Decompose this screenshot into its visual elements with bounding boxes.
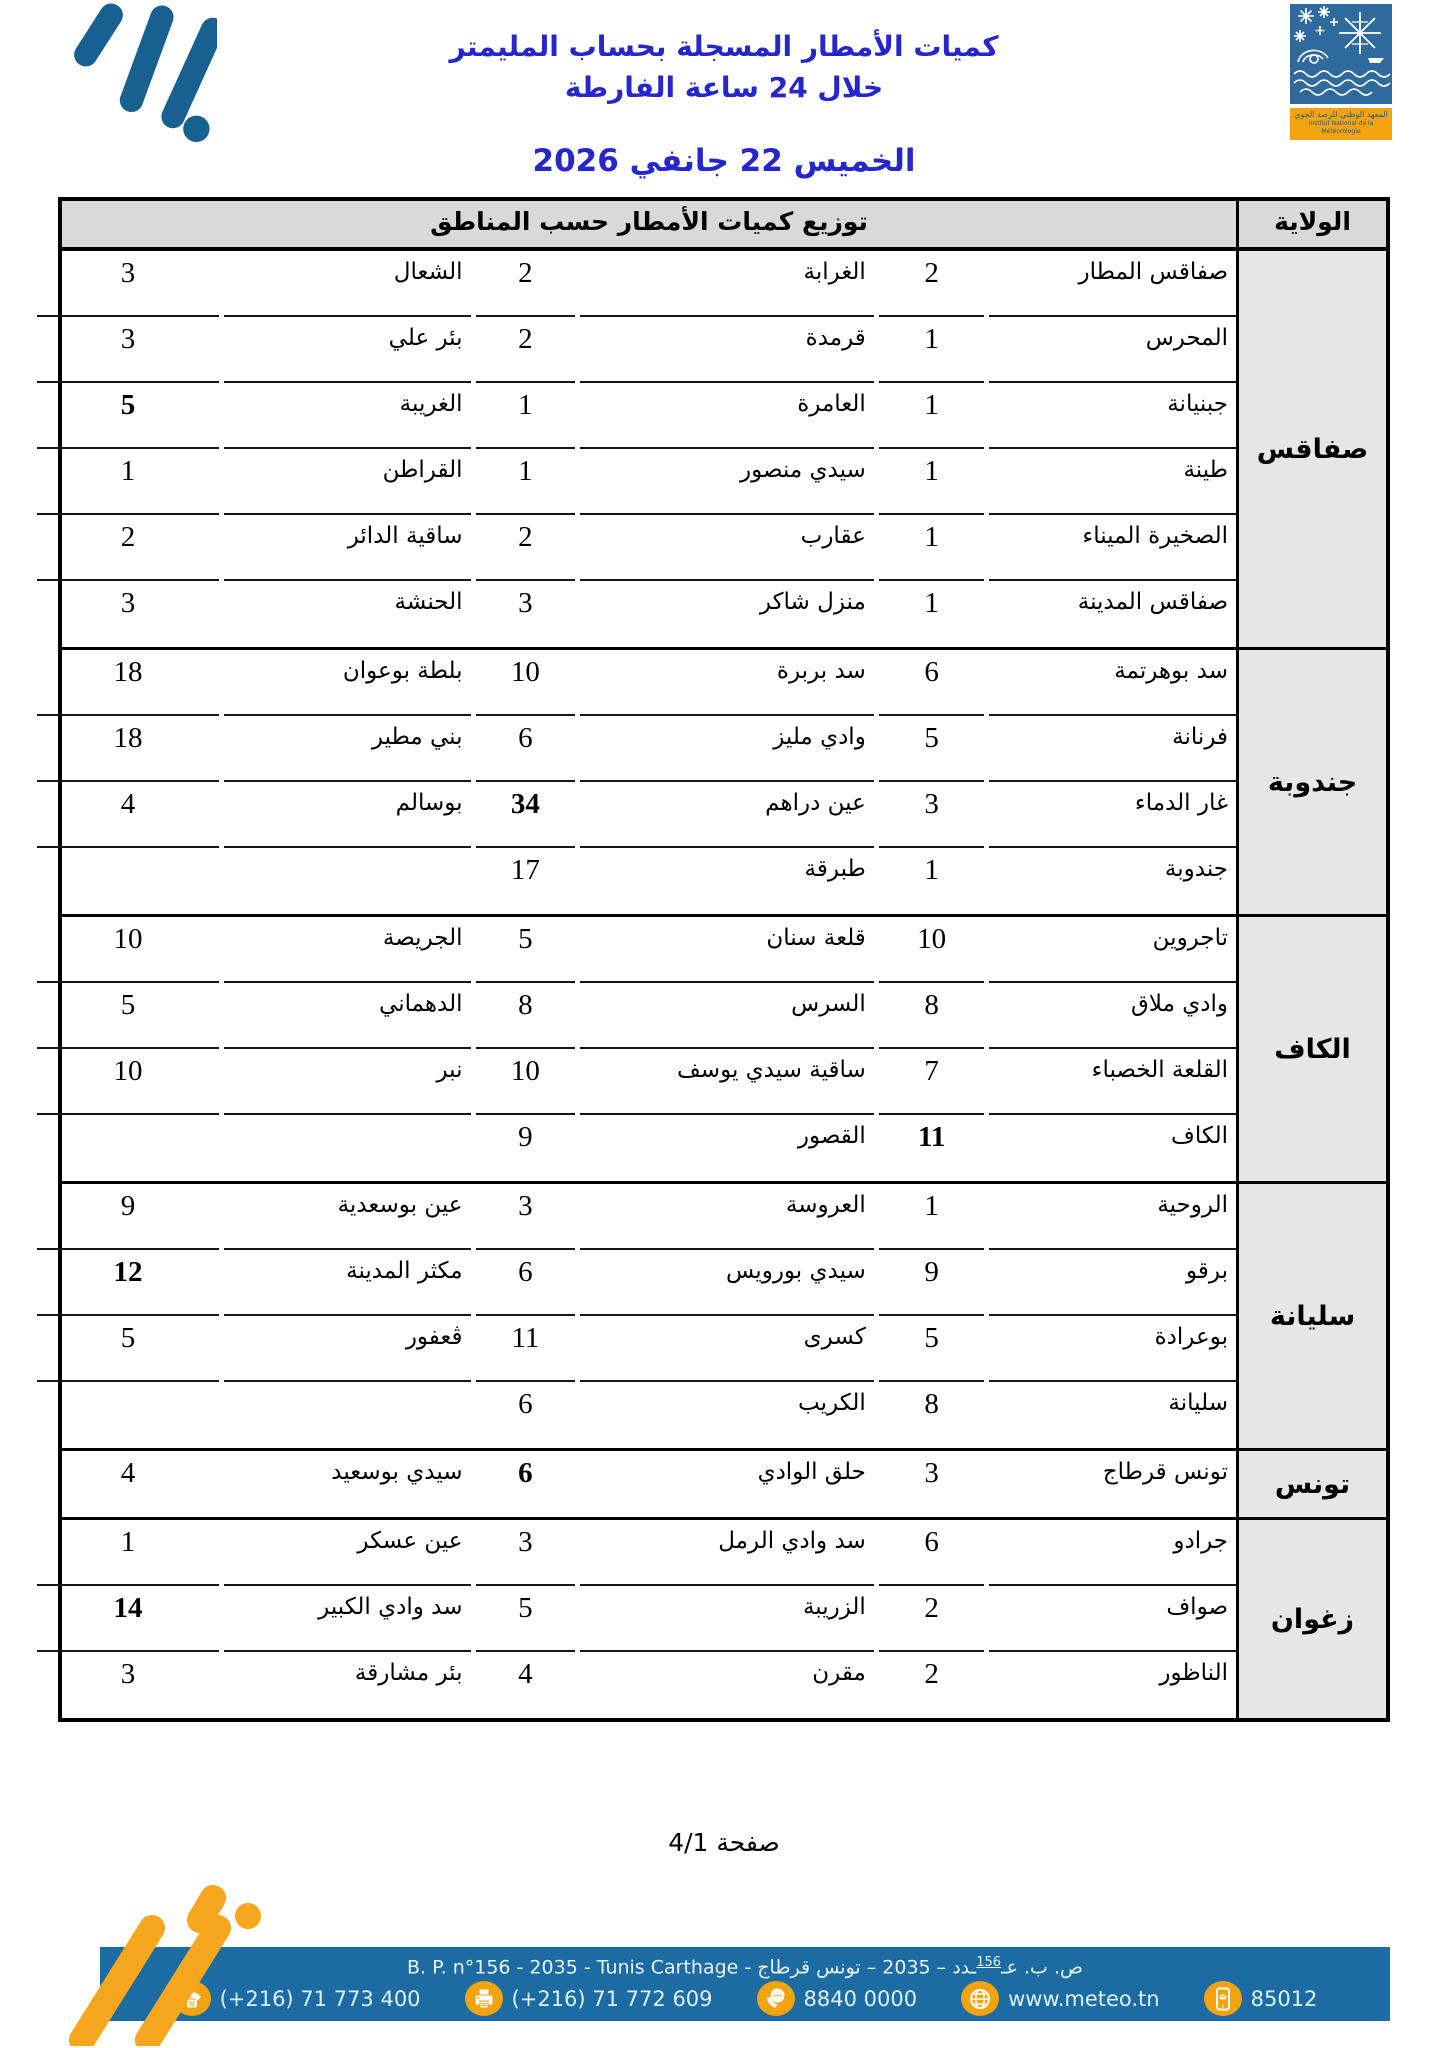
- governorate-column-header: الولاية: [1236, 201, 1386, 247]
- rainfall-value: 4: [518, 1658, 533, 1690]
- rainfall-value: 6: [879, 1520, 985, 1586]
- rainfall-value: 6: [476, 1250, 576, 1316]
- rainfall-value: 14: [37, 1586, 219, 1652]
- station-name: بوعرادة: [989, 1316, 1236, 1382]
- rainfall-value: 1: [37, 1520, 219, 1586]
- station-name: وادي مليز: [580, 716, 874, 782]
- table-row: [62, 782, 1236, 848]
- contact-item: [757, 1981, 918, 2016]
- station-name: ساقية سيدي يوسف: [580, 1049, 874, 1115]
- table-row: [62, 515, 1236, 581]
- rainfall-value: 10: [37, 917, 219, 983]
- station-name: بوسالم: [224, 782, 471, 848]
- station-name: عين دراهم: [580, 782, 874, 848]
- station-name: العروسة: [580, 1184, 874, 1250]
- governorate-group: [62, 914, 1386, 1181]
- table-row: [62, 983, 1236, 1049]
- station-name: الحنشة: [394, 589, 463, 615]
- table-row: [62, 1115, 1236, 1181]
- station-name: فرنانة: [989, 716, 1236, 782]
- rainfall-value: 9: [518, 1121, 533, 1153]
- station-name: طينة: [989, 449, 1236, 515]
- rainfall-value: 3: [476, 1184, 576, 1250]
- rainfall-value: [37, 1382, 219, 1448]
- table-row: [62, 1184, 1236, 1250]
- station-rows: [62, 917, 1236, 1181]
- station-name: الناظور: [1159, 1660, 1228, 1686]
- rainfall-value: 3: [476, 1520, 576, 1586]
- station-name: سيدي منصور: [580, 449, 874, 515]
- rainfall-value: 1: [879, 1184, 985, 1250]
- title-line1: كميات الأمطار المسجلة بحساب المليمتر: [449, 30, 999, 63]
- rainfall-value: 5: [879, 716, 985, 782]
- station-name: الروحية: [989, 1184, 1236, 1250]
- rainfall-value: 3: [120, 587, 136, 619]
- governorate-group: [62, 1181, 1386, 1448]
- footer-stripes-graphic: [52, 1882, 302, 2046]
- table-row: [62, 650, 1236, 716]
- table-row: [62, 1586, 1236, 1652]
- governorate-group: [62, 1448, 1386, 1517]
- rainfall-value: [37, 848, 219, 914]
- station-name: بني مطير: [224, 716, 471, 782]
- rainfall-value: 6: [518, 1388, 533, 1420]
- station-name: الكاف: [1171, 1123, 1228, 1149]
- station-name: سيدي بوسعيد: [331, 1459, 463, 1485]
- address-box-number: 156: [976, 1955, 1002, 1970]
- governorate-cell: سليانة: [1236, 1184, 1386, 1448]
- report-date: الخميس 22 جانفي 2026: [532, 143, 916, 179]
- rainfall-value: 2: [879, 1586, 985, 1652]
- station-name: منزل شاكر: [759, 589, 866, 615]
- station-name: عين بوسعدية: [224, 1184, 471, 1250]
- rainfall-value: 2: [476, 317, 576, 383]
- governorate-cell: الكاف: [1236, 917, 1386, 1181]
- rainfall-value: 6: [476, 716, 576, 782]
- rainfall-value: 5: [879, 1316, 985, 1382]
- table-row: [62, 1316, 1236, 1382]
- table-row: [62, 1652, 1236, 1718]
- station-name: عين عسكر: [224, 1520, 471, 1586]
- table-row: [62, 917, 1236, 983]
- rainfall-value: 2: [37, 515, 219, 581]
- station-rows: [62, 650, 1236, 914]
- rainfall-value: 2: [879, 251, 985, 317]
- rainfall-value: 3: [37, 317, 219, 383]
- meteo-logo-caption: [1290, 108, 1392, 140]
- rainfall-value: 7: [879, 1049, 985, 1115]
- station-name: بئر علي: [224, 317, 471, 383]
- rainfall-value: 5: [37, 383, 219, 449]
- contact-item: [465, 1981, 713, 2016]
- station-name: سد بربرة: [580, 650, 874, 716]
- rainfall-table: [58, 197, 1390, 1722]
- rainfall-value: 2: [476, 251, 576, 317]
- rainfall-value: 1: [879, 515, 985, 581]
- station-name: ساقية الدائر: [224, 515, 471, 581]
- station-rows: [62, 1451, 1236, 1517]
- rainfall-value: 8: [924, 1388, 939, 1420]
- table-row: [62, 449, 1236, 515]
- table-row: [62, 1451, 1236, 1517]
- sms-icon: [1204, 1981, 1242, 2016]
- station-name: جرادو: [989, 1520, 1236, 1586]
- table-row: [62, 317, 1236, 383]
- station-name: الجريصة: [224, 917, 471, 983]
- station-name: غار الدماء: [989, 782, 1236, 848]
- rainfall-value: 2: [924, 1658, 939, 1690]
- rainfall-value: 1: [476, 449, 576, 515]
- station-name: وادي ملاق: [989, 983, 1236, 1049]
- governorate-group: [62, 647, 1386, 914]
- table-row: [62, 716, 1236, 782]
- table-row: [62, 581, 1236, 647]
- station-name: [224, 1382, 471, 1448]
- station-name: صفاقس المطار: [989, 251, 1236, 317]
- station-name: الغريبة: [224, 383, 471, 449]
- station-rows: [62, 1520, 1236, 1718]
- table-row: [62, 1382, 1236, 1448]
- station-name: السرس: [580, 983, 874, 1049]
- station-name: العامرة: [580, 383, 874, 449]
- page-title: [0, 26, 1448, 108]
- rainfall-value: 34: [476, 782, 576, 848]
- station-name: كسرى: [580, 1316, 874, 1382]
- contact-item: [961, 1981, 1160, 2016]
- table-row: [62, 1049, 1236, 1115]
- rainfall-value: 18: [37, 716, 219, 782]
- station-name: القصور: [797, 1123, 866, 1149]
- station-name: جبنيانة: [989, 383, 1236, 449]
- station-name: الكريب: [798, 1390, 866, 1416]
- station-name: بلطة بوعوان: [224, 650, 471, 716]
- rainfall-value: 9: [879, 1250, 985, 1316]
- station-name: سيدي بورويس: [580, 1250, 874, 1316]
- station-name: الدهماني: [224, 983, 471, 1049]
- rainfall-value: 6: [518, 1457, 533, 1489]
- station-name: القراطن: [224, 449, 471, 515]
- governorate-group: [62, 1517, 1386, 1718]
- rainfall-value: 6: [879, 650, 985, 716]
- rainfall-value: 12: [37, 1250, 219, 1316]
- station-name: عقارب: [580, 515, 874, 581]
- rainfall-value: [37, 1115, 219, 1181]
- station-name: برقو: [989, 1250, 1236, 1316]
- call-center-icon: [757, 1981, 795, 2016]
- station-name: طبرقة: [804, 856, 866, 882]
- rainfall-value: 10: [879, 917, 985, 983]
- station-name: الزريبة: [580, 1586, 874, 1652]
- contact-text: 8840 0000: [803, 1986, 918, 2011]
- page-number: صفحة 4/1: [668, 1828, 780, 1857]
- rainfall-value: 2: [476, 515, 576, 581]
- rainfall-value: 1: [476, 383, 576, 449]
- governorate-group: [62, 251, 1386, 647]
- station-name: نبر: [224, 1049, 471, 1115]
- rainfall-value: 17: [510, 854, 540, 886]
- station-name: ڨعفور: [224, 1316, 471, 1382]
- rainfall-value: 11: [476, 1316, 576, 1382]
- station-name: الشعال: [224, 251, 471, 317]
- rainfall-value: 3: [924, 1457, 939, 1489]
- table-header-row: [62, 201, 1386, 251]
- station-name: سد وادي الكبير: [224, 1586, 471, 1652]
- address-ar-prefix: ص. ب. عـ: [1001, 1956, 1083, 1979]
- table-row: [62, 1520, 1236, 1586]
- station-name: تاجروين: [989, 917, 1236, 983]
- table-row: [62, 383, 1236, 449]
- station-name: صواف: [989, 1586, 1236, 1652]
- contact-text: (+216) 71 773 400: [219, 1986, 421, 2011]
- station-name: [224, 1115, 471, 1181]
- rainfall-value: 10: [476, 650, 576, 716]
- station-name: القلعة الخصباء: [989, 1049, 1236, 1115]
- rainfall-value: 8: [476, 983, 576, 1049]
- rainfall-value: 1: [879, 383, 985, 449]
- station-name: تونس قرطاج: [1102, 1459, 1228, 1485]
- station-rows: [62, 251, 1236, 647]
- rainfall-value: 9: [37, 1184, 219, 1250]
- rainfall-value: 3: [37, 251, 219, 317]
- station-name: صفاقس المدينة: [1077, 589, 1228, 615]
- rainfall-value: 10: [476, 1049, 576, 1115]
- station-name: سليانة: [1168, 1390, 1228, 1416]
- station-name: الصخيرة الميناء: [989, 515, 1236, 581]
- meteo-logo-sky-graphic: [1290, 4, 1392, 104]
- address-ar-suffix: ـدد – 2035 – تونس قرطاج -: [738, 1956, 977, 1979]
- station-name: مكثر المدينة: [224, 1250, 471, 1316]
- station-name: سد وادي الرمل: [580, 1520, 874, 1586]
- fax-icon: [465, 1981, 503, 2016]
- rainfall-value: 5: [37, 1316, 219, 1382]
- table-body: [62, 251, 1386, 1718]
- table-row: [62, 848, 1236, 914]
- rainfall-value: 3: [120, 1658, 136, 1690]
- meteorology-institute-logo: [1290, 4, 1392, 136]
- station-rows: [62, 1184, 1236, 1448]
- station-name: حلق الوادي: [757, 1459, 866, 1485]
- rainfall-value: 1: [924, 854, 939, 886]
- rainfall-value: 3: [518, 587, 533, 619]
- rainfall-value: 4: [37, 782, 219, 848]
- station-name: المحرس: [989, 317, 1236, 383]
- rainfall-value: 3: [879, 782, 985, 848]
- station-name: بئر مشارقة: [354, 1660, 463, 1686]
- governorate-cell: زغوان: [1236, 1520, 1386, 1718]
- contact-text: www.meteo.tn: [1008, 1986, 1160, 2011]
- meteo-logo-caption-ar: المعهد الوطني للرصد الجوي: [1294, 110, 1388, 119]
- rainfall-value: 1: [924, 587, 939, 619]
- station-name: جندوبة: [1164, 856, 1228, 882]
- governorate-cell: جندوبة: [1236, 650, 1386, 914]
- globe-icon: [961, 1981, 999, 2016]
- rainfall-value: 4: [120, 1457, 136, 1489]
- rainfall-value: 8: [879, 983, 985, 1049]
- rainfall-value: 5: [476, 1586, 576, 1652]
- rainfall-value: 5: [476, 917, 576, 983]
- station-name: [224, 848, 471, 914]
- rainfall-value: 1: [879, 317, 985, 383]
- rainfall-value: 5: [37, 983, 219, 1049]
- address-en: B. P. n°156 - 2035 - Tunis Carthage: [407, 1956, 739, 1979]
- contact-text: 85012: [1250, 1986, 1318, 2011]
- rainfall-value: 18: [37, 650, 219, 716]
- station-name: مقرن: [812, 1660, 866, 1686]
- station-name: قرمدة: [580, 317, 874, 383]
- governorate-cell: تونس: [1236, 1451, 1386, 1517]
- station-name: قلعة سنان: [580, 917, 874, 983]
- rainfall-value: 1: [879, 449, 985, 515]
- contact-text: (+216) 71 772 609: [511, 1986, 713, 2011]
- table-row: [62, 251, 1236, 317]
- station-name: سد بوهرتمة: [989, 650, 1236, 716]
- station-name: الغرابة: [580, 251, 874, 317]
- rainfall-value: 11: [917, 1121, 946, 1153]
- meteo-logo-caption-fr: Institut National de la Météorologie: [1308, 120, 1374, 135]
- table-row: [62, 1250, 1236, 1316]
- governorate-cell: صفاقس: [1236, 251, 1386, 647]
- rainfall-value: 1: [37, 449, 219, 515]
- title-line2: خلال 24 ساعة الفارطة: [564, 71, 884, 104]
- rainfall-value: 10: [37, 1049, 219, 1115]
- distribution-column-header: توزيع كميات الأمطار حسب المناطق: [430, 207, 868, 236]
- contact-item: [1204, 1981, 1318, 2016]
